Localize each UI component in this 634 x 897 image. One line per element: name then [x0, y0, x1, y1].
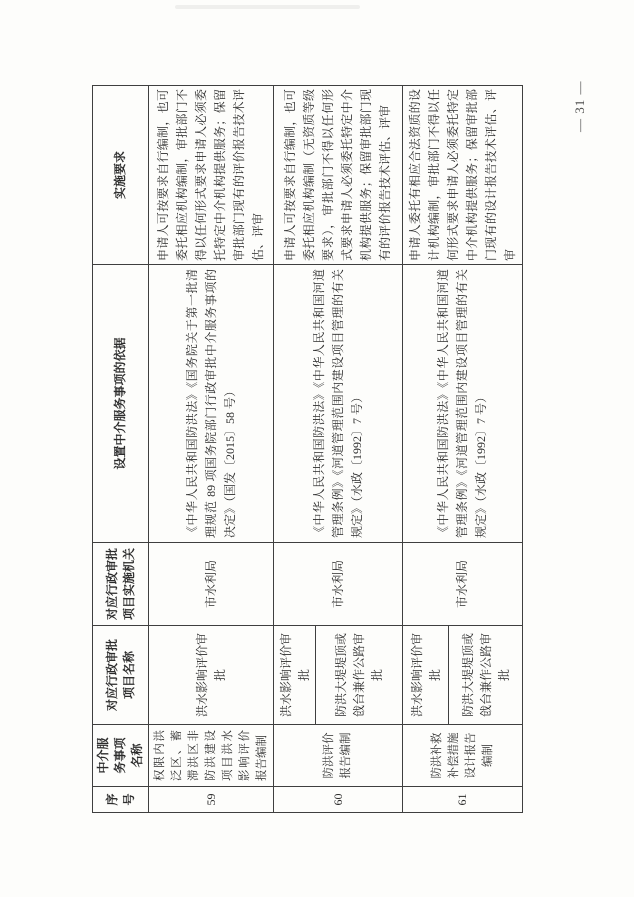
intermediary-services-table [92, 85, 523, 813]
page-number: — 31 — [572, 80, 587, 132]
cell-requirements-60: 申请人可按要求自行编制，也可委托相应机构编制（无资质等级要求），审批部门不得以任何形式要求申请人必须委托特定中介机构提供服务；保留审批部门现有的评价报告技术评估、评审 [274, 86, 403, 265]
header-implementing-authority: 对应行政审批项目实施机关 [93, 543, 149, 626]
table-row-59 [149, 86, 274, 813]
table-row-61 [403, 86, 449, 813]
cell-basis-60: 《中华人民共和国防洪法》《中华人民共和国河道管理条例》《河道管理范围内建设项目管理的有关规定》（水政〔1992〕7 号） [274, 265, 403, 543]
cell-project-name-61-2: 防洪大堤堤顶或戗台兼作公路审批 [449, 626, 523, 725]
cell-requirements-61: 申请人委托有相应合法资质的设计机构编制，审批部门不得以任何形式要求申请人必须委托特定中介机构提供服务；保留审批部门现有的设计报告技术评估、评审 [403, 86, 523, 265]
header-implementation-requirements: 实施要求 [93, 86, 149, 265]
cell-basis-61: 《中华人民共和国防洪法》《中华人民共和国河道管理条例》《河道管理范围内建设项目管理的有关规定》（水政〔1992〕7 号） [403, 265, 523, 543]
header-approval-project-name: 对应行政审批项目名称 [93, 626, 149, 725]
cell-authority-60: 市水利局 [274, 543, 403, 626]
cell-item-name-60: 防洪评价报告编制 [274, 725, 403, 787]
header-serial-number: 序号 [93, 787, 149, 813]
cell-requirements-59: 申请人可按要求自行编制，也可委托相应机构编制，审批部门不得以任何形式要求申请人必须委托特定中介机构提供服务；保留审批部门现有的评价报告技术评估、评审 [149, 86, 274, 265]
cell-project-name-59: 洪水影响评价审批 [149, 626, 274, 725]
header-service-item-name: 中介服务事项名称 [93, 725, 149, 787]
cell-basis-59: 《中华人民共和国防洪法》《国务院关于第一批清理规范 89 项国务院部门行政审批中介服务事项的决定》（国发〔2015〕58 号） [149, 265, 274, 543]
cell-authority-59: 市水利局 [149, 543, 274, 626]
cell-item-name-61: 防洪补救补偿措施设计报告编制 [403, 725, 523, 787]
table-header-row [93, 86, 149, 813]
table-row-60 [274, 86, 316, 813]
cell-authority-61: 市水利局 [403, 543, 523, 626]
header-basis-for-item: 设置中介服务事项的依据 [93, 265, 149, 543]
cell-serial-60: 60 [274, 787, 403, 813]
cell-project-name-60-1: 洪水影响评价审批 [274, 626, 316, 725]
cell-project-name-60-2: 防洪大堤堤顶或戗台兼作公路审批 [316, 626, 403, 725]
cell-item-name-59: 权限内洪泛区、蓄滞洪区非防洪建设项目洪水影响评价报告编制 [149, 725, 274, 787]
cell-serial-61: 61 [403, 787, 523, 813]
cell-serial-59: 59 [149, 787, 274, 813]
cell-project-name-61-1: 洪水影响评价审批 [403, 626, 449, 725]
